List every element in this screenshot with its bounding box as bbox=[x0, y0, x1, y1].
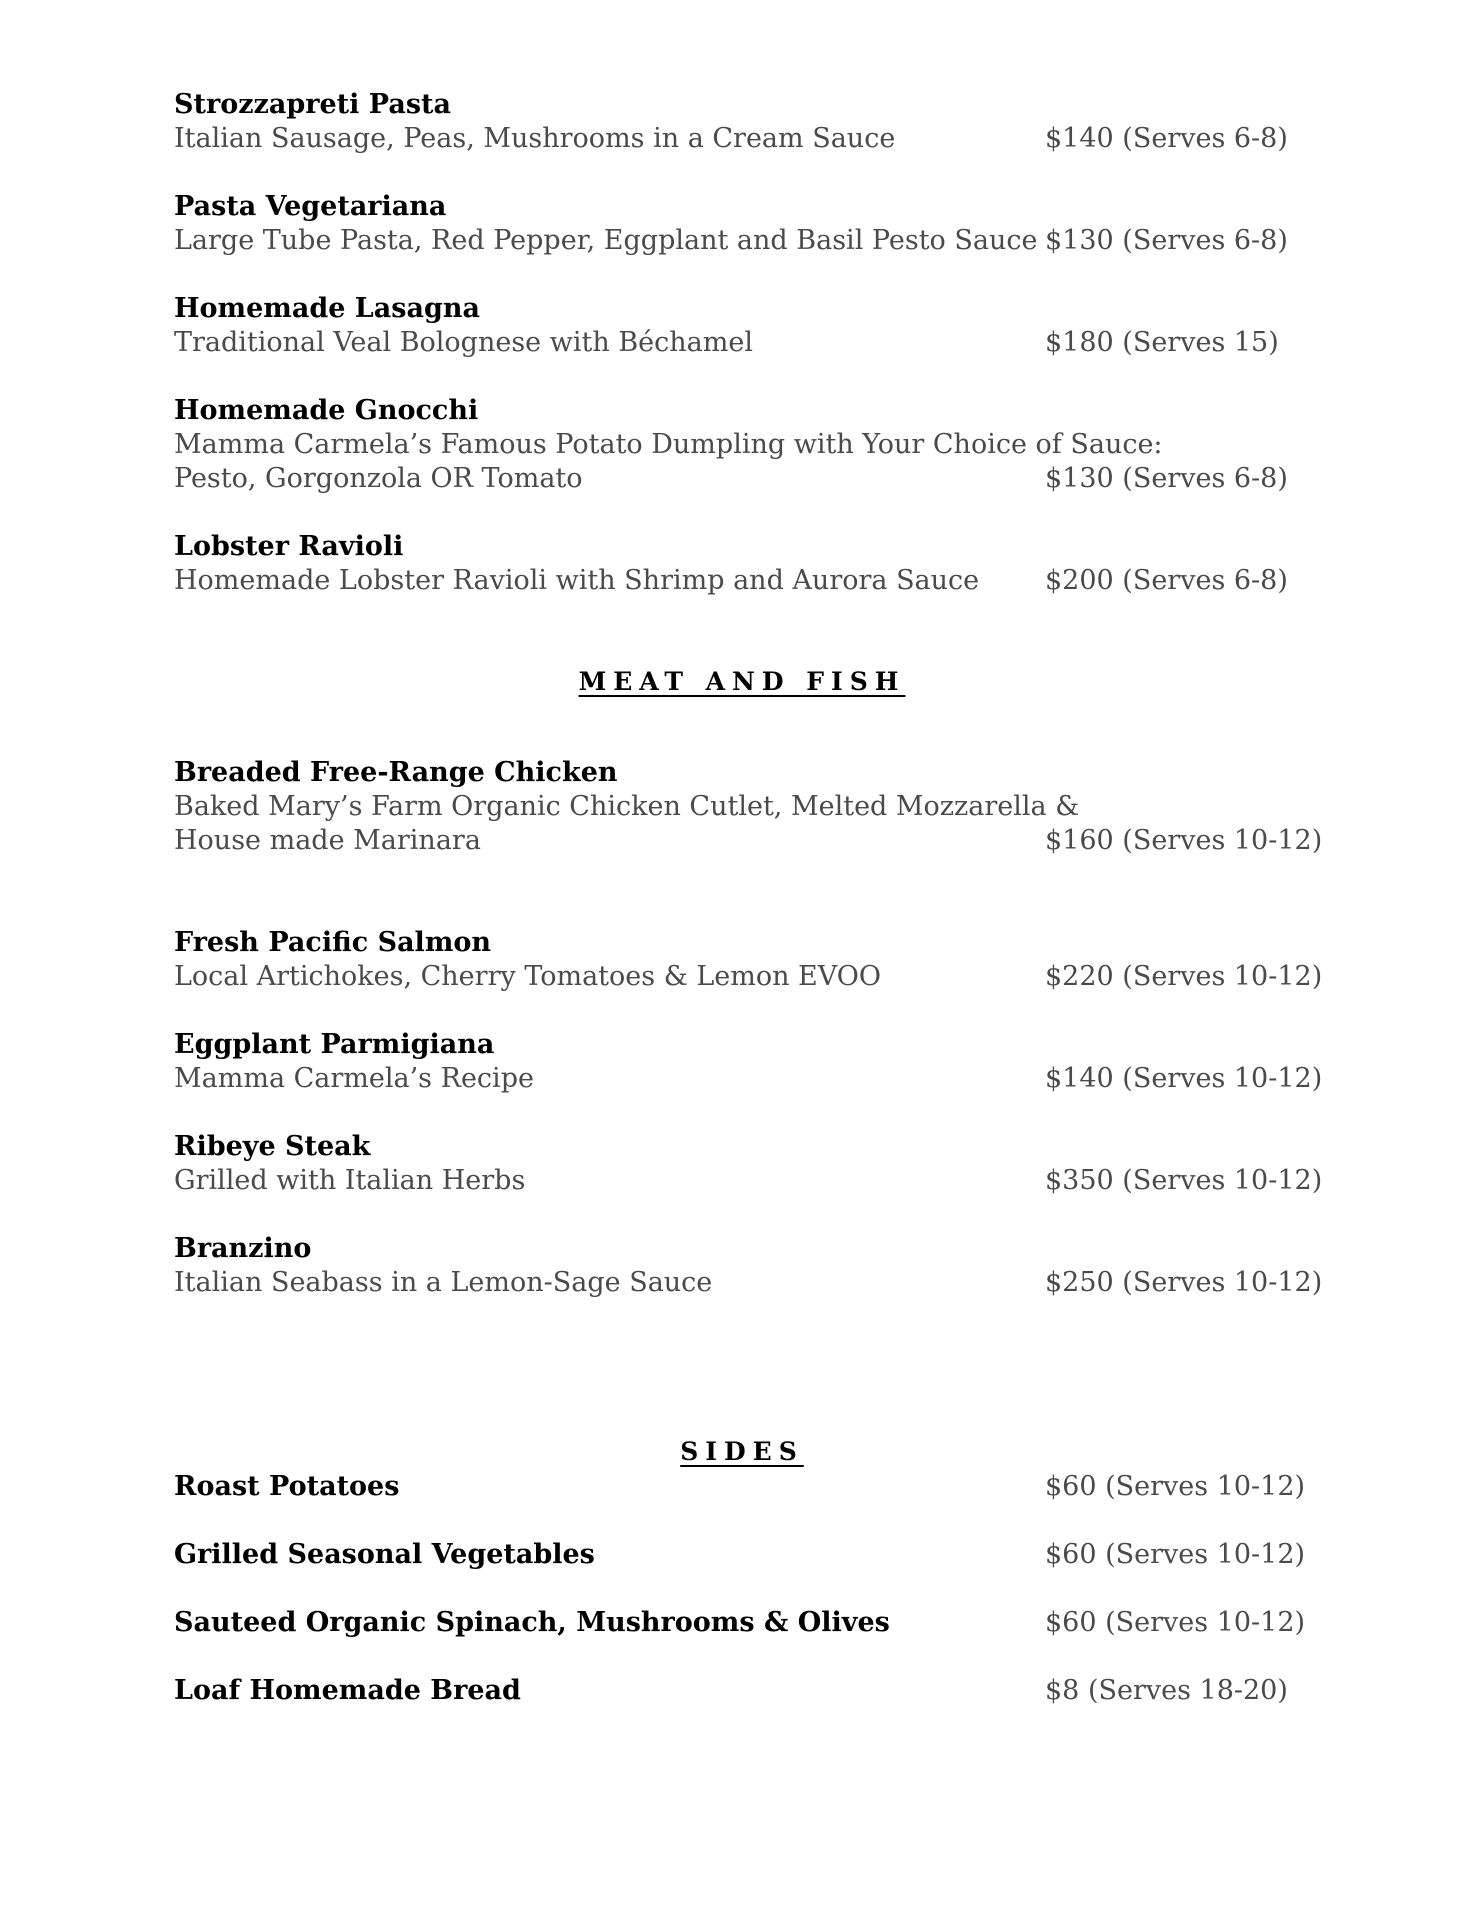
item-price: $350 (Serves 10-12) bbox=[1045, 1165, 1323, 1196]
item-name: Eggplant Parmigiana bbox=[174, 1029, 495, 1060]
item-description: Mamma Carmela’s Recipe bbox=[174, 1063, 534, 1094]
item-name: Loaf Homemade Bread bbox=[174, 1675, 521, 1706]
item-price: $60 (Serves 10-12) bbox=[1045, 1471, 1306, 1502]
item-name: Ribeye Steak bbox=[174, 1131, 371, 1162]
item-price: $160 (Serves 10-12) bbox=[1045, 825, 1323, 856]
item-price: $250 (Serves 10-12) bbox=[1045, 1267, 1323, 1298]
item-description: Mamma Carmela’s Famous Potato Dumpling with Your Choice of Sauce: bbox=[174, 429, 1163, 460]
item-name: Strozzapreti Pasta bbox=[174, 89, 452, 120]
item-price: $130 (Serves 6-8) bbox=[1045, 225, 1288, 256]
item-price: $60 (Serves 10-12) bbox=[1045, 1539, 1306, 1570]
item-price: $130 (Serves 6-8) bbox=[1045, 463, 1288, 494]
item-price: $220 (Serves 10-12) bbox=[1045, 961, 1323, 992]
item-name: Sauteed Organic Spinach, Mushrooms & Olives bbox=[174, 1607, 890, 1638]
item-name: Lobster Ravioli bbox=[174, 531, 404, 562]
item-price: $180 (Serves 15) bbox=[1045, 327, 1279, 358]
item-description: Large Tube Pasta, Red Pepper, Eggplant and Basil Pesto Sauce bbox=[174, 225, 1038, 256]
item-description: Traditional Veal Bolognese with Béchamel bbox=[174, 327, 753, 358]
item-name: Fresh Pacific Salmon bbox=[174, 927, 492, 958]
section-heading-meat-and-fish: MEAT AND FISH bbox=[578, 667, 906, 696]
item-name: Homemade Lasagna bbox=[174, 293, 480, 324]
item-description: Grilled with Italian Herbs bbox=[174, 1165, 526, 1196]
item-description: Italian Seabass in a Lemon-Sage Sauce bbox=[174, 1267, 713, 1298]
item-name: Grilled Seasonal Vegetables bbox=[174, 1539, 595, 1570]
item-name: Breaded Free-Range Chicken bbox=[174, 757, 618, 788]
item-description: House made Marinara bbox=[174, 825, 481, 856]
item-description: Homemade Lobster Ravioli with Shrimp and Aurora Sauce bbox=[174, 565, 980, 596]
item-description: Pesto, Gorgonzola OR Tomato bbox=[174, 463, 583, 494]
item-description: Local Artichokes, Cherry Tomatoes & Lemon EVOO bbox=[174, 961, 882, 992]
item-name: Branzino bbox=[174, 1233, 312, 1264]
item-name: Roast Potatoes bbox=[174, 1471, 400, 1502]
item-price: $140 (Serves 10-12) bbox=[1045, 1063, 1323, 1094]
item-price: $200 (Serves 6-8) bbox=[1045, 565, 1288, 596]
item-name: Homemade Gnocchi bbox=[174, 395, 479, 426]
item-price: $8 (Serves 18-20) bbox=[1045, 1675, 1288, 1706]
item-price: $60 (Serves 10-12) bbox=[1045, 1607, 1306, 1638]
item-description: Italian Sausage, Peas, Mushrooms in a Cream Sauce bbox=[174, 123, 896, 154]
section-heading-sides: SIDES bbox=[680, 1437, 804, 1466]
item-name: Pasta Vegetariana bbox=[174, 191, 447, 222]
item-price: $140 (Serves 6-8) bbox=[1045, 123, 1288, 154]
item-description: Baked Mary’s Farm Organic Chicken Cutlet, Melted Mozzarella & bbox=[174, 791, 1080, 822]
